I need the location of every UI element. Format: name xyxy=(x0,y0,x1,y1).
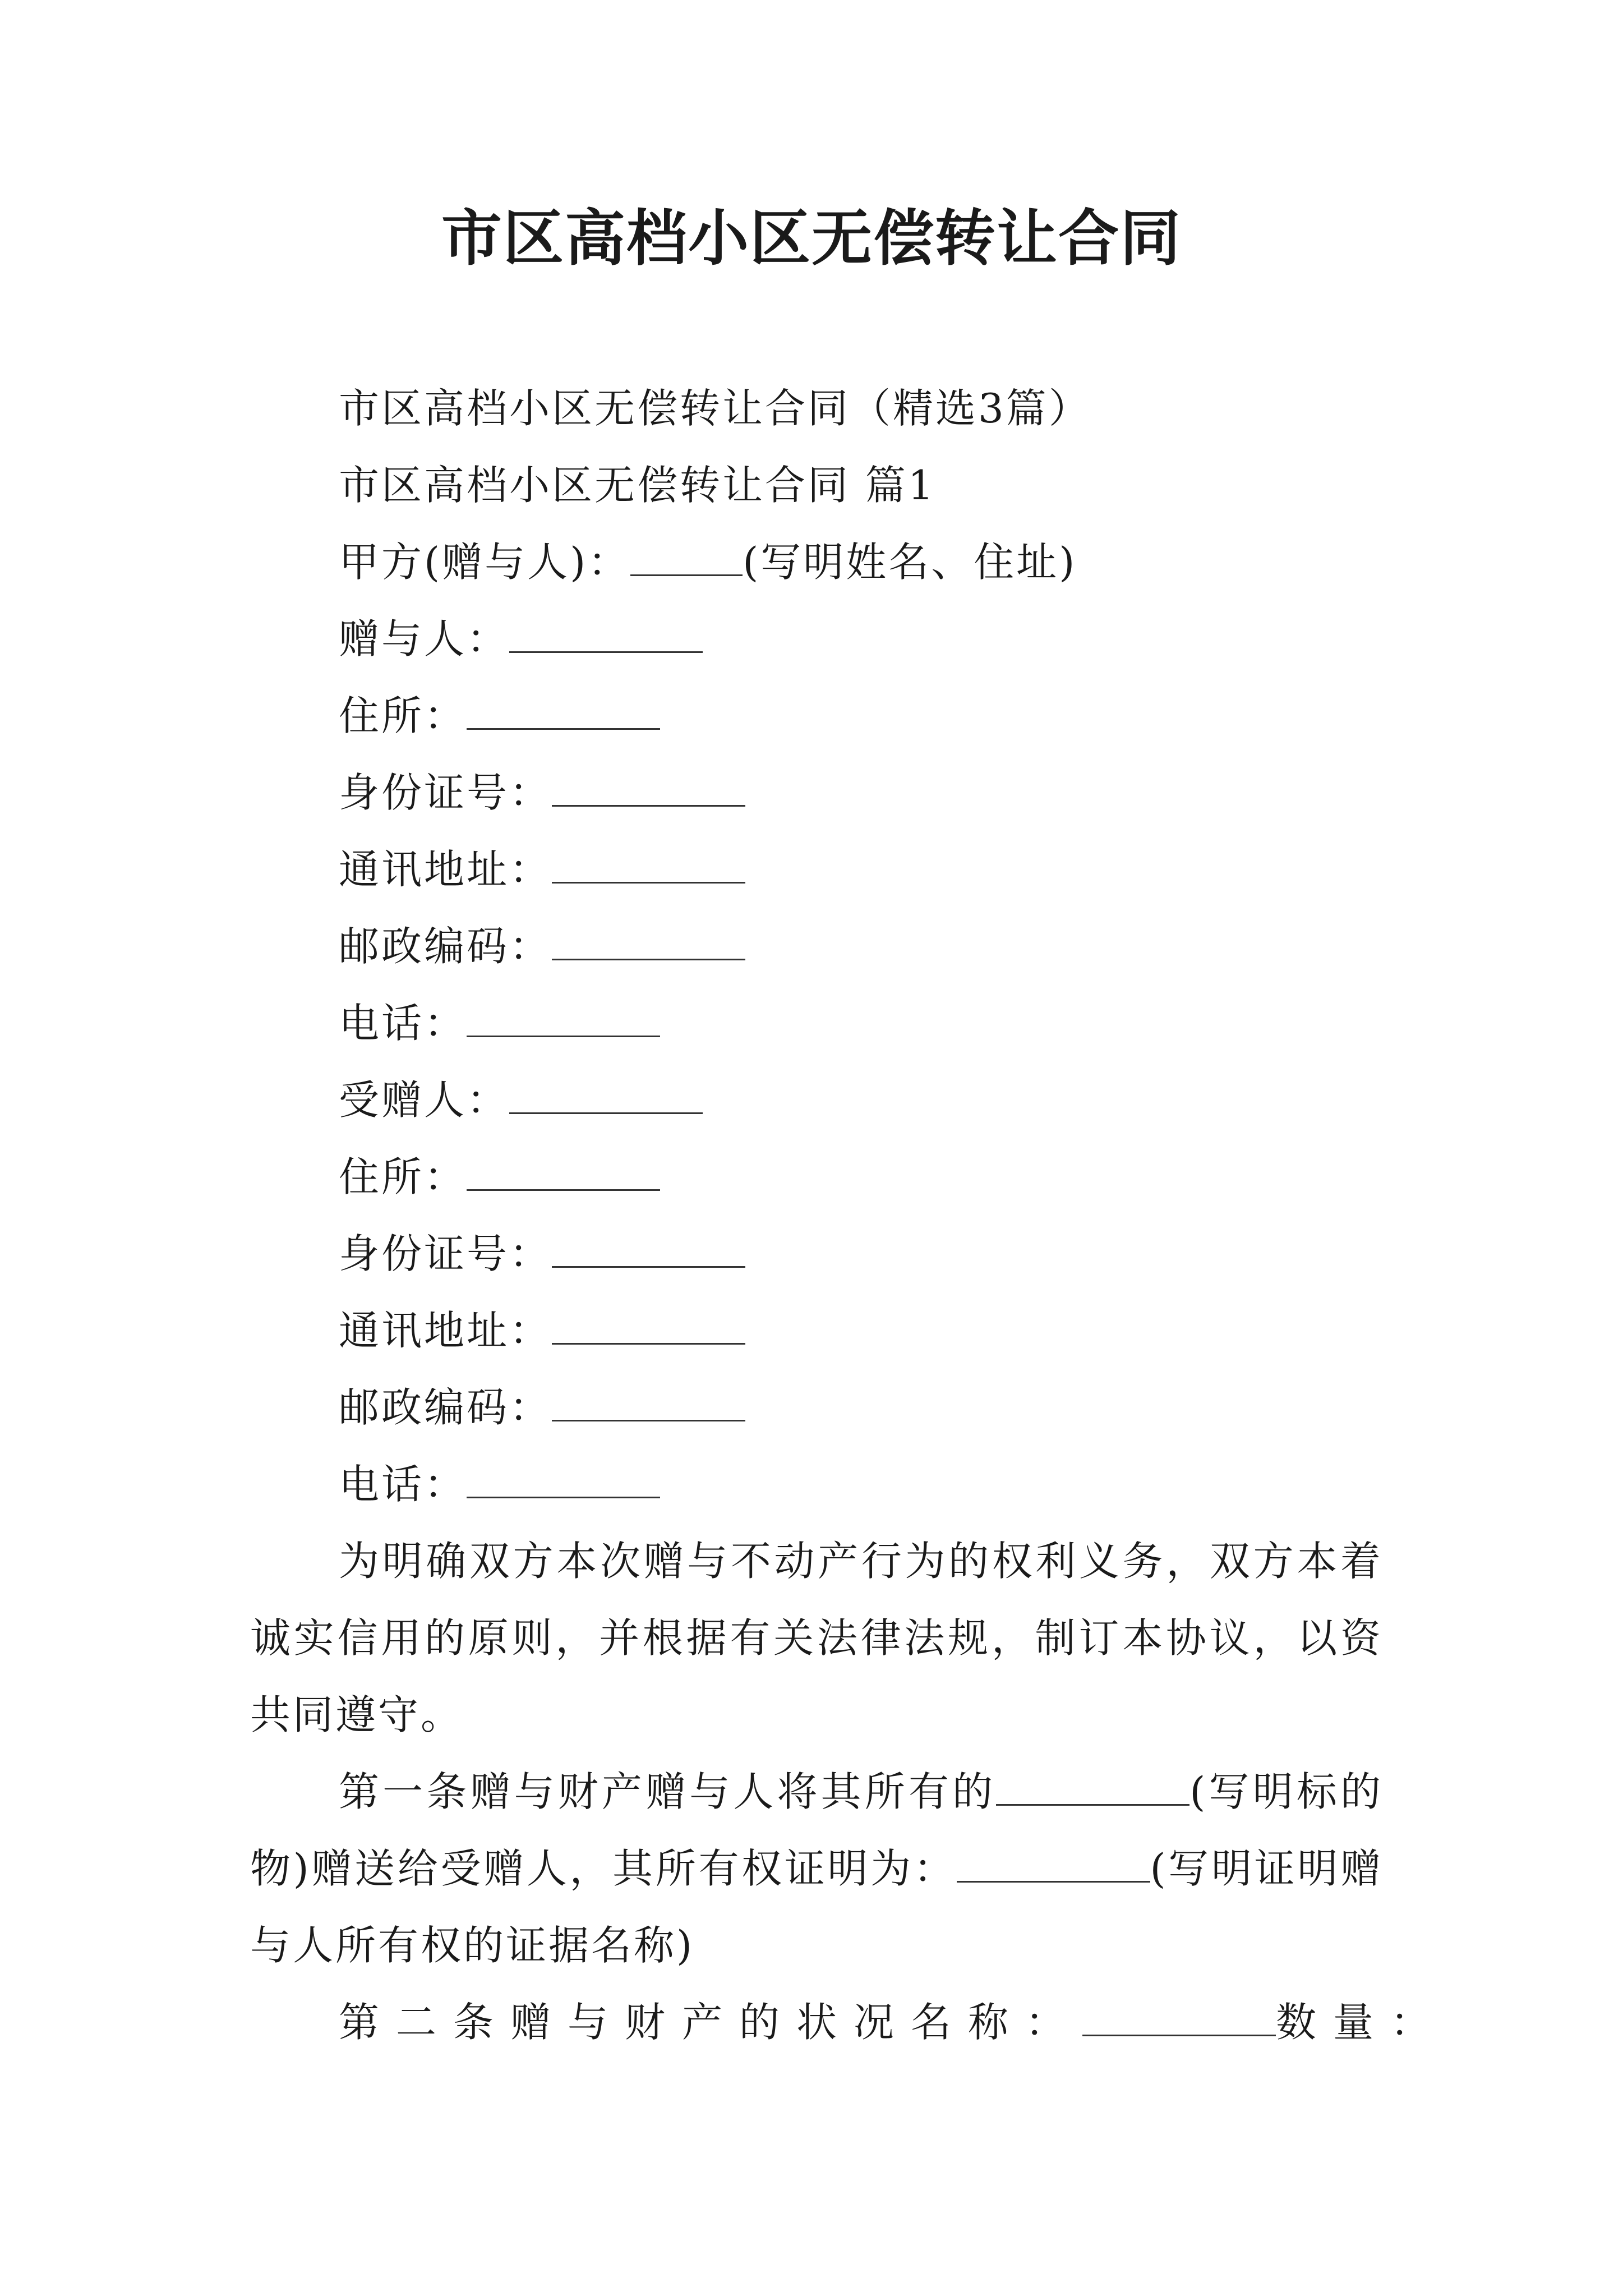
article-1-blank-2 xyxy=(957,1848,1150,1883)
field-blank xyxy=(509,1080,703,1114)
article-2-line xyxy=(250,1984,1448,2061)
field-label: 身份证号： xyxy=(339,769,552,816)
field-blank xyxy=(552,926,745,960)
field-line xyxy=(250,1139,1383,1216)
field-line xyxy=(250,1292,1383,1369)
document-body xyxy=(250,370,1448,2061)
party-a-note: (写明姓名、住址) xyxy=(743,539,1077,586)
article-2-part2: 数量： xyxy=(1276,1999,1448,2046)
field-label: 身份证号： xyxy=(339,1230,552,1277)
subtitle: 市区高档小区无偿转让合同（精选3篇） xyxy=(339,385,1091,432)
field-label: 电话： xyxy=(339,1461,467,1508)
field-label: 电话： xyxy=(339,1000,467,1047)
preamble-paragraph: 为明确双方本次赠与不动产行为的权利义务，双方本着诚实信用的原则，并根据有关法律法规，制订本协议，以资共同遵守。 xyxy=(250,1538,1383,1738)
field-blank xyxy=(552,772,745,807)
article-2-blank xyxy=(1082,2002,1276,2036)
field-line xyxy=(250,601,1383,678)
party-a-blank xyxy=(630,542,743,576)
field-blank xyxy=(467,1003,660,1037)
article-1-part3: (写明证明赠与人所有权的证据名称) xyxy=(250,1845,1384,1969)
article-2-part1: 第二条赠与财产的状况名称： xyxy=(339,1999,1083,2046)
field-line xyxy=(250,985,1383,1062)
party-a-line xyxy=(250,524,1383,601)
field-label: 受赠人： xyxy=(339,1076,510,1124)
field-line xyxy=(250,1062,1383,1139)
party-a-label: 甲方(赠与人)： xyxy=(339,539,631,586)
field-label: 邮政编码： xyxy=(339,1384,552,1431)
field-line xyxy=(250,908,1383,985)
article-1-blank-1 xyxy=(996,1772,1189,1806)
field-line xyxy=(250,1446,1383,1523)
field-label: 赠与人： xyxy=(339,615,510,662)
field-label: 住所： xyxy=(339,1153,467,1200)
field-blank xyxy=(467,696,660,730)
field-label: 通讯地址： xyxy=(339,1307,552,1354)
article-1-part1: 第一条赠与财产赠与人将其所有的 xyxy=(339,1768,997,1815)
field-blank xyxy=(552,1310,745,1345)
field-label: 通讯地址： xyxy=(339,846,552,893)
section-heading: 市区高档小区无偿转让合同 篇1 xyxy=(339,462,936,509)
field-line xyxy=(250,1369,1383,1446)
field-blank xyxy=(552,849,745,884)
field-label: 住所： xyxy=(339,692,467,739)
field-line xyxy=(250,678,1383,754)
article-1-paragraph xyxy=(250,1754,1383,1984)
document-title: 市区高档小区无偿转让合同 xyxy=(441,203,1182,274)
field-blank xyxy=(467,1464,660,1498)
field-blank xyxy=(509,619,703,653)
field-label: 邮政编码： xyxy=(339,923,552,970)
article-1-part2: (写明标的物)赠送给受赠人，其所有权证明为： xyxy=(250,1768,1383,1892)
field-blank xyxy=(552,1387,745,1421)
field-blank xyxy=(467,1157,660,1191)
field-line xyxy=(250,1216,1383,1292)
field-line xyxy=(250,831,1383,908)
field-blank xyxy=(552,1234,745,1268)
field-line xyxy=(250,754,1383,831)
